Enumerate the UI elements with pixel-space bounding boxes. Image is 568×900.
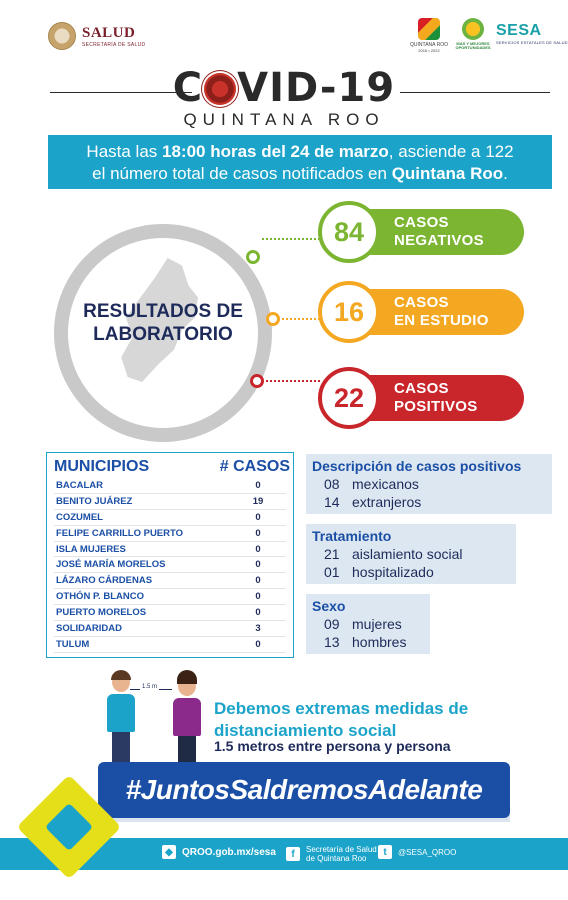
- table-row: [54, 526, 286, 542]
- municipio-count: 0: [255, 591, 261, 603]
- web-icon: ◆: [162, 845, 176, 859]
- quintana-roo-logo: [412, 18, 446, 53]
- sexo-row-label: mujeres: [352, 616, 402, 632]
- negativos-label-line2: NEGATIVOS: [394, 232, 484, 249]
- page-subtitle: QUINTANA ROO: [183, 110, 385, 129]
- tratamiento-title: Tratamiento: [312, 528, 392, 544]
- banner-date: 18:00 horas del 24 de marzo: [162, 142, 389, 161]
- municipio-count: 0: [255, 575, 261, 587]
- positivos-label-line2: POSITIVOS: [394, 398, 478, 415]
- banner-text-3: el número total de casos notificados en: [92, 164, 392, 183]
- virus-icon: [204, 73, 236, 105]
- banner-text-1: Hasta las: [86, 142, 163, 161]
- descripcion-title: Descripción de casos positivos: [312, 458, 522, 474]
- estudio-value: 16: [318, 281, 380, 343]
- sexo-row: [312, 615, 430, 633]
- pill-positivos: [326, 375, 524, 421]
- hashtag-banner: #JuntosSaldremosAdelante: [98, 762, 510, 818]
- opp-name: MÁS Y MEJORES OPORTUNIDADES: [455, 41, 491, 51]
- municipio-count: 3: [255, 623, 261, 635]
- woman-figure-icon: [172, 670, 202, 772]
- results-label-line1: RESULTADOS DE: [83, 301, 243, 322]
- municipio-count: 0: [255, 511, 261, 523]
- municipio-name: TULUM: [56, 638, 90, 650]
- negativos-label-line1: CASOS: [394, 214, 449, 231]
- footer-web[interactable]: [162, 845, 276, 859]
- positivos-label-line1: CASOS: [394, 380, 449, 397]
- municipio-name: BACALAR: [56, 480, 103, 491]
- facebook-icon: f: [286, 847, 300, 861]
- table-row: [54, 478, 286, 494]
- footer-facebook-line1: Secretaría de Salud: [306, 845, 377, 854]
- municipio-name: PUERTO MORELOS: [56, 607, 147, 619]
- municipios-header-count: # CASOS: [219, 458, 290, 475]
- connector-ring-estudio: [266, 312, 280, 326]
- distancing-subtext: 1.5 metros entre persona y persona: [214, 738, 451, 754]
- summary-banner: [48, 135, 552, 189]
- table-row: [54, 542, 286, 558]
- sesa-logo: [496, 22, 568, 45]
- distancing-line1: Debemos extremas medidas de: [214, 699, 469, 718]
- municipio-name: FELIPE CARRILLO PUERTO: [56, 527, 184, 539]
- municipio-name: LÁZARO CÁRDENAS: [56, 575, 153, 587]
- table-row: [54, 557, 286, 573]
- table-row: [54, 573, 286, 589]
- connector-dots-estudio: [282, 318, 320, 320]
- tratamiento-row-label: hospitalizado: [352, 564, 434, 580]
- results-label-line2: LABORATORIO: [93, 324, 233, 345]
- distance-measure-line: [130, 689, 172, 699]
- municipio-count: 0: [255, 607, 261, 619]
- pill-negativos: [326, 209, 524, 255]
- sexo-row-label: hombres: [352, 634, 407, 650]
- title-suffix: VID-19: [237, 65, 396, 111]
- banner-text-4: .: [503, 164, 508, 183]
- page-title: [0, 66, 568, 110]
- pill-estudio: [326, 289, 524, 335]
- tratamiento-row-value: 01: [324, 564, 340, 580]
- sexo-row: [312, 633, 430, 651]
- municipio-count: 0: [255, 559, 261, 571]
- connector-ring-negativos: [246, 250, 260, 264]
- municipio-name: JOSÉ MARÍA MORELOS: [56, 559, 166, 571]
- descripcion-row-value: 14: [324, 494, 340, 510]
- descripcion-row-value: 08: [324, 476, 340, 492]
- connector-dots-positivos: [266, 380, 320, 382]
- table-row: [54, 605, 286, 621]
- municipio-name: SOLIDARIDAD: [56, 623, 122, 635]
- descripcion-row-label: mexicanos: [352, 476, 419, 492]
- salud-sub: SECRETARÍA DE SALUD: [82, 41, 146, 48]
- man-figure-icon: [106, 670, 136, 768]
- positivos-value: 22: [318, 367, 380, 429]
- footer-twitter-text: @SESA_QROO: [398, 847, 457, 857]
- sesa-name: SESA: [496, 22, 542, 39]
- connector-dots-negativos: [262, 238, 320, 240]
- table-row: [54, 494, 286, 510]
- results-label: [70, 300, 256, 346]
- municipio-name: BENITO JUÁREZ: [56, 495, 133, 507]
- title-prefix: C: [172, 65, 204, 111]
- footer-web-text: QROO.gob.mx/sesa: [182, 846, 276, 858]
- municipios-header: [54, 458, 290, 476]
- table-row: [54, 510, 286, 526]
- municipio-count: 0: [255, 527, 261, 539]
- distancing-line2: distanciamiento social: [214, 721, 397, 740]
- footer-twitter[interactable]: [378, 845, 456, 859]
- descripcion-row: [312, 493, 552, 511]
- tratamiento-box: [306, 524, 516, 584]
- descripcion-box: [306, 454, 552, 514]
- municipio-name: COZUMEL: [56, 511, 103, 523]
- salud-logo: [48, 22, 145, 50]
- municipios-header-name: MUNICIPIOS: [54, 458, 150, 475]
- descripcion-row: [312, 475, 552, 493]
- sun-icon: [462, 18, 484, 40]
- estudio-label-line2: EN ESTUDIO: [394, 312, 489, 329]
- municipio-count: 0: [255, 480, 261, 491]
- sexo-title: Sexo: [312, 598, 346, 614]
- salud-name: SALUD: [82, 24, 136, 41]
- footer-facebook-line2: de Quintana Roo: [306, 854, 367, 863]
- municipio-count: 0: [255, 638, 261, 650]
- estudio-label: [394, 294, 489, 330]
- negativos-value: 84: [318, 201, 380, 263]
- estudio-label-line1: CASOS: [394, 294, 449, 311]
- footer-facebook[interactable]: [286, 845, 377, 863]
- municipio-name: ISLA MUJERES: [56, 543, 126, 555]
- sexo-row-value: 09: [324, 616, 340, 632]
- municipio-count: 0: [255, 543, 261, 555]
- mexico-seal-icon: [48, 22, 76, 50]
- positivos-label: [394, 380, 478, 416]
- table-row: [54, 637, 286, 653]
- tratamiento-row-value: 21: [324, 546, 340, 562]
- negativos-label: [394, 214, 484, 250]
- municipio-count: 19: [252, 495, 264, 507]
- banner-text-2: , asciende a 122: [388, 142, 514, 161]
- connector-ring-positivos: [250, 374, 264, 388]
- tratamiento-row: [312, 545, 516, 563]
- table-row: [54, 621, 286, 637]
- descripcion-row-label: extranjeros: [352, 494, 422, 510]
- distancing-message: [214, 698, 468, 742]
- sexo-box: [306, 594, 430, 654]
- tratamiento-row-label: aislamiento social: [352, 546, 463, 562]
- banner-state: Quintana Roo: [391, 164, 504, 183]
- sexo-row-value: 13: [324, 634, 340, 650]
- sesa-sub: SERVICIOS ESTATALES DE SALUD: [496, 40, 568, 45]
- oportunidades-logo: [456, 18, 490, 51]
- municipio-name: OTHÓN P. BLANCO: [56, 591, 144, 603]
- table-row: [54, 589, 286, 605]
- tratamiento-row: [312, 563, 516, 581]
- distance-measure-label: 1.5 m: [142, 684, 158, 690]
- quintana-roo-emblem-icon: [418, 18, 440, 40]
- municipios-list: [54, 478, 286, 653]
- twitter-icon: t: [378, 845, 392, 859]
- qroo-years: 2016 • 2022: [418, 48, 440, 53]
- qroo-name: QUINTANA ROO: [410, 42, 448, 48]
